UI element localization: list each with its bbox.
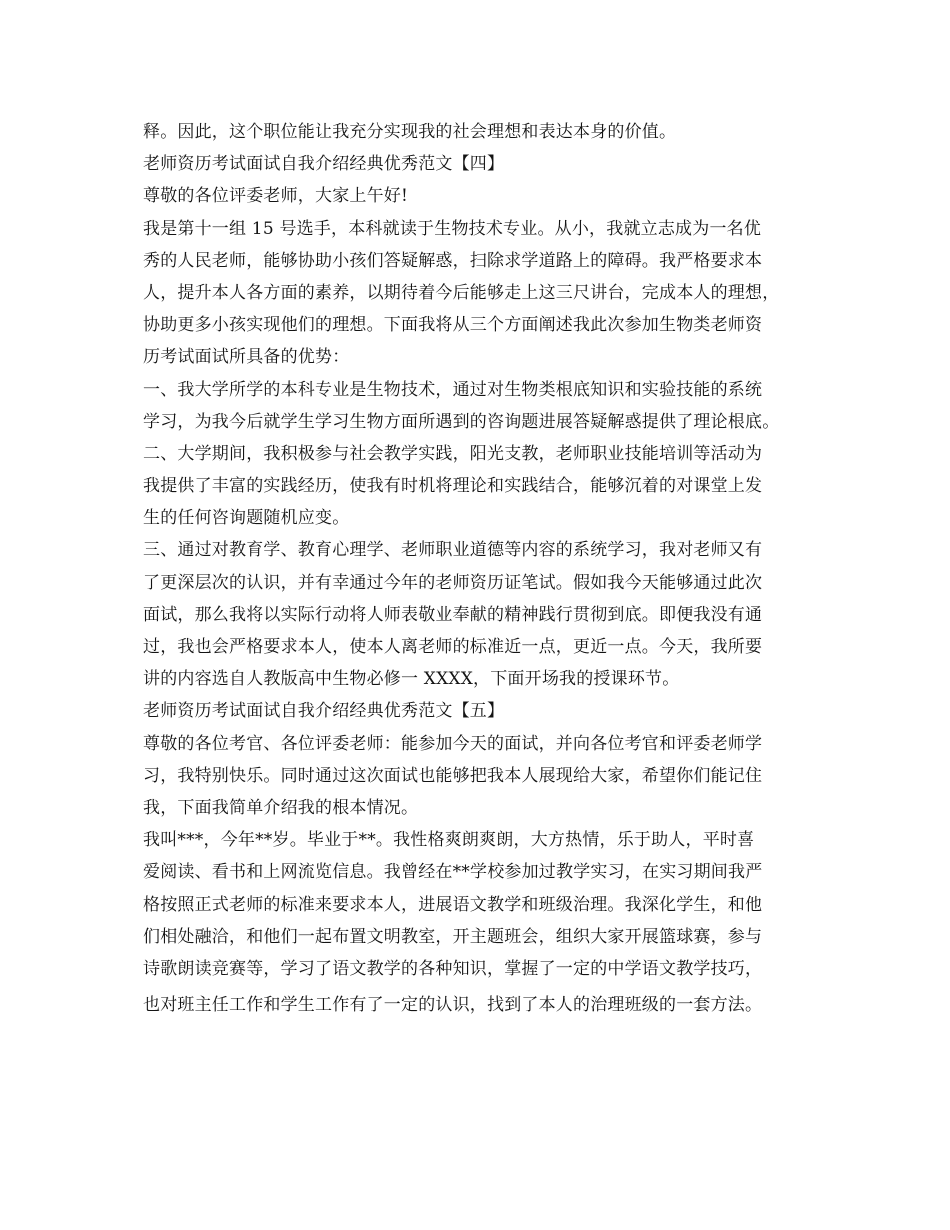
document-body [143, 116, 823, 1021]
body-line: 也对班主任工作和学生工作有了一定的认识，找到了本人的治理班级的一套方法。 [143, 995, 763, 1016]
list-item-line: 一、我大学所学的本科专业是生物技术，通过对生物类根底知识和实验技能的系统 [143, 379, 763, 400]
body-line: 释。因此，这个职位能让我充分实现我的社会理想和表达本身的价值。 [143, 122, 677, 142]
list-item-line: 讲的内容选自人教版高中生物必修一 XXXX，下面开场我的授课环节。 [143, 669, 680, 690]
body-line: 们相处融洽，和他们一起布置文明教室，开主题班会，组织大家开展篮球赛，参与 [143, 926, 763, 947]
list-item-line: 我提供了丰富的实践经历，使我有时机将理论和实践结合，能够沉着的对课堂上发 [143, 476, 763, 497]
body-line: 我叫***，今年**岁。毕业于**。我性格爽朗爽朗，大方热情，乐于助人，平时喜 [143, 830, 755, 851]
body-line: 我是第十一组 15 号选手，本科就读于生物技术专业。从小，我就立志成为一名优 [143, 218, 762, 239]
list-item-line: 学习，为我今后就学生学习生物方面所遇到的咨询题进展答疑解惑提供了理论根底。 [143, 411, 780, 432]
list-item-line: 二、大学期间，我积极参与社会教学实践，阳光支教，老师职业技能培训等活动为 [143, 443, 763, 464]
body-line: 习，我特别快乐。同时通过这次面试也能够把我本人展现给大家，希望你们能记住 [143, 765, 763, 786]
greeting-line: 尊敬的各位评委老师，大家上午好! [143, 186, 409, 207]
list-item-line: 了更深层次的认识，并有幸通过今年的老师资历证笔试。假如我今天能够通过此次 [143, 572, 763, 593]
body-line: 历考试面试所具备的优势： [143, 347, 350, 368]
section-heading: 老师资历考试面试自我介绍经典优秀范文【五】 [143, 701, 505, 722]
body-line: 格按照正式老师的标准来要求本人，进展语文教学和班级治理。我深化学生，和他 [143, 894, 763, 915]
list-item-line: 三、通过对教育学、教育心理学、老师职业道德等内容的系统学习，我对老师又有 [143, 540, 763, 561]
list-item-line: 生的任何咨询题随机应变。 [143, 508, 350, 529]
body-line: 秀的人民老师，能够协助小孩们答疑解惑，扫除求学道路上的障碍。我严格要求本 [143, 250, 763, 271]
body-line: 我，下面我简单介绍我的根本情况。 [143, 797, 419, 818]
body-line: 爱阅读、看书和上网流览信息。我曾经在**学校参加过教学实习，在实习期间我严 [143, 862, 763, 883]
list-item-line: 面试，那么我将以实际行动将人师表敬业奉献的精神践行贯彻到底。即便我没有通 [143, 604, 763, 625]
body-line: 诗歌朗读竞赛等，学习了语文教学的各种知识，掌握了一定的中学语文教学技巧， [143, 958, 763, 979]
body-line: 协助更多小孩实现他们的理想。下面我将从三个方面阐述我此次参加生物类老师资 [143, 315, 763, 336]
section-heading: 老师资历考试面试自我介绍经典优秀范文【四】 [143, 154, 505, 175]
greeting-line: 尊敬的各位考官、各位评委老师：能参加今天的面试，并向各位考官和评委老师学 [143, 733, 763, 754]
list-item-line: 过，我也会严格要求本人，使本人离老师的标准近一点，更近一点。今天，我所要 [143, 637, 763, 657]
body-line: 人，提升本人各方面的素养，以期待着今后能够走上这三尺讲台，完成本人的理想， [143, 282, 780, 303]
